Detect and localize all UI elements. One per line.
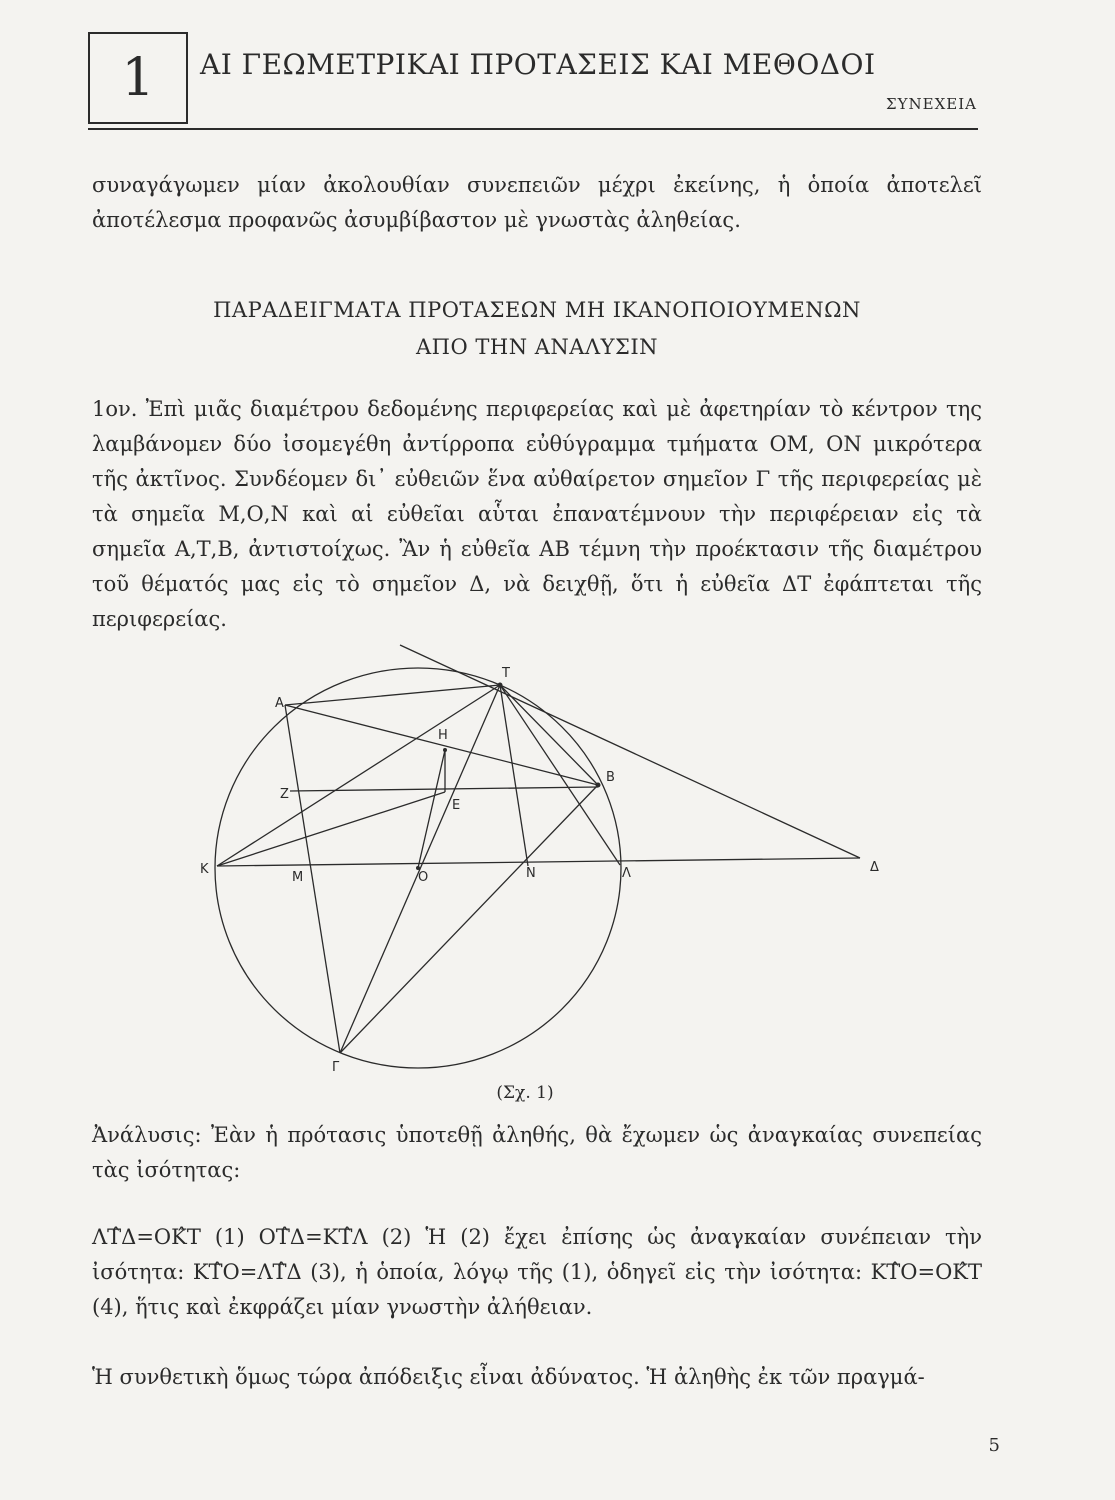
line-t-n	[500, 685, 528, 866]
line-t-b	[500, 685, 598, 785]
header-rule	[88, 128, 978, 130]
analysis-text-1: Ἐὰν ἡ πρότασις ὑποτεθῇ ἀληθής, θὰ ἔχωμεν ὡς ἀναγκαίας συνεπείας τὰς ἰσότητας:	[92, 1123, 982, 1182]
analysis-label: Ἀνάλυσις:	[92, 1123, 202, 1147]
label-d: Δ	[870, 860, 879, 875]
label-o: Ο	[418, 870, 429, 885]
example-paragraph: 1ον. Ἐπὶ μιᾶς διαμέτρου δεδομένης περιφερείας καὶ μὲ ἀφετηρίαν τὸ κέντρον της λαμβάνομεν δύο ἰσομεγέθη ἀντίρροπα εὐθύγραμμα τμήματα ΟΜ, ΟΝ μικρότερα τῆς ἀκτῖνος. Συνδέομεν δι᾽ εὐθειῶν ἕνα αὐθαίρετον σημεῖον Γ τῆς περιφερείας μὲ τὰ σημεῖα Μ,Ο,Ν καὶ αἱ εὐθεῖαι αὗται ἐπανατέμνουν τὴν περιφέρειαν εἰς τὰ σημεῖα Α,Τ,Β, ἀντιστοίχως. Ἂν ἡ εὐθεῖα ΑΒ τέμνη τὴν προέκτασιν τῆς διαμέτρου τοῦ θέματός μας εἰς τὸ σημεῖον Δ, νὰ δειχθῇ, ὅτι ἡ εὐθεῖα ΔΤ ἐφάπτεται τῆς περιφερείας.	[92, 397, 982, 631]
label-a: Α	[275, 696, 284, 711]
intro-paragraph: συναγάγωμεν μίαν ἀκολουθίαν συνεπειῶν μέχρι ἐκείνης, ἡ ὁποία ἀποτελεῖ ἀποτέλεσμα προφανῶς ἀσυμβίβαστον μὲ γνωστὰς ἀληθείας.	[92, 173, 982, 232]
analysis-paragraph	[92, 1118, 982, 1188]
label-g: Γ	[332, 1060, 340, 1075]
label-m: Μ	[292, 870, 304, 885]
label-b: Β	[606, 770, 615, 785]
line-g-b	[340, 785, 598, 1053]
line-t-l	[500, 685, 620, 865]
label-t: Τ	[502, 666, 510, 681]
line-g-t	[340, 685, 500, 1053]
label-k: Κ	[200, 862, 209, 877]
line-k-e	[217, 792, 445, 866]
diameter-extension	[217, 858, 860, 866]
figure-svg	[160, 615, 920, 1090]
chapter-number-box	[88, 32, 188, 124]
analysis-equalities: ΛΤ̂Δ=ΟΚ̂Τ (1) ΟΤ̂Δ=ΚΤ̂Λ (2) Ἡ (2) ἔχει ἐπίσης ὡς ἀναγκαίαν συνέπειαν τὴν ἰσότητα: ΚΤ̂Ο=ΛΤ̂Δ (3), ἡ ὁποία, λόγῳ τῆς (1), ὁδηγεῖ εἰς τὴν ἰσότητα: ΚΤ̂Ο=ΟΚ̂Τ (4), ἥτις καὶ ἐκφράζει μίαν γνωστὴν ἀλήθειαν.	[92, 1225, 982, 1319]
label-n: Ν	[526, 866, 536, 881]
line-o-h	[418, 750, 445, 868]
label-h: Η	[438, 728, 448, 743]
label-z: Ζ	[280, 787, 289, 802]
analysis-continuation: Ἡ συνθετικὴ ὅμως τώρα ἀπόδειξις εἶναι ἀδύνατος. Ἡ ἀληθὴς ἐκ τῶν πραγμά-	[92, 1365, 925, 1389]
figure-caption: (Σχ. 1)	[496, 1083, 554, 1103]
chapter-title: ΑΙ ΓΕΩΜΕΤΡΙΚΑΙ ΠΡΟΤΑΣΕΙΣ ΚΑΙ ΜΕΘΟΔΟΙ	[200, 48, 876, 81]
section-heading-line2: ΑΠΟ ΤΗΝ ΑΝΑΛΥΣΙΝ	[416, 335, 658, 359]
continued-label: ΣΥΝΕΧΕΙΑ	[886, 95, 977, 113]
section-heading-line1: ΠΑΡΑΔΕΙΓΜΑΤΑ ΠΡΟΤΑΣΕΩΝ ΜΗ ΙΚΑΝΟΠΟΙΟΥΜΕΝΩΝ	[213, 298, 861, 322]
line-t-k	[217, 685, 500, 866]
chapter-number: 1	[121, 48, 155, 108]
label-e: Ε	[452, 798, 461, 813]
page-number: 5	[988, 1435, 1000, 1456]
label-l: Λ	[622, 866, 631, 881]
geometry-figure	[160, 615, 920, 1090]
